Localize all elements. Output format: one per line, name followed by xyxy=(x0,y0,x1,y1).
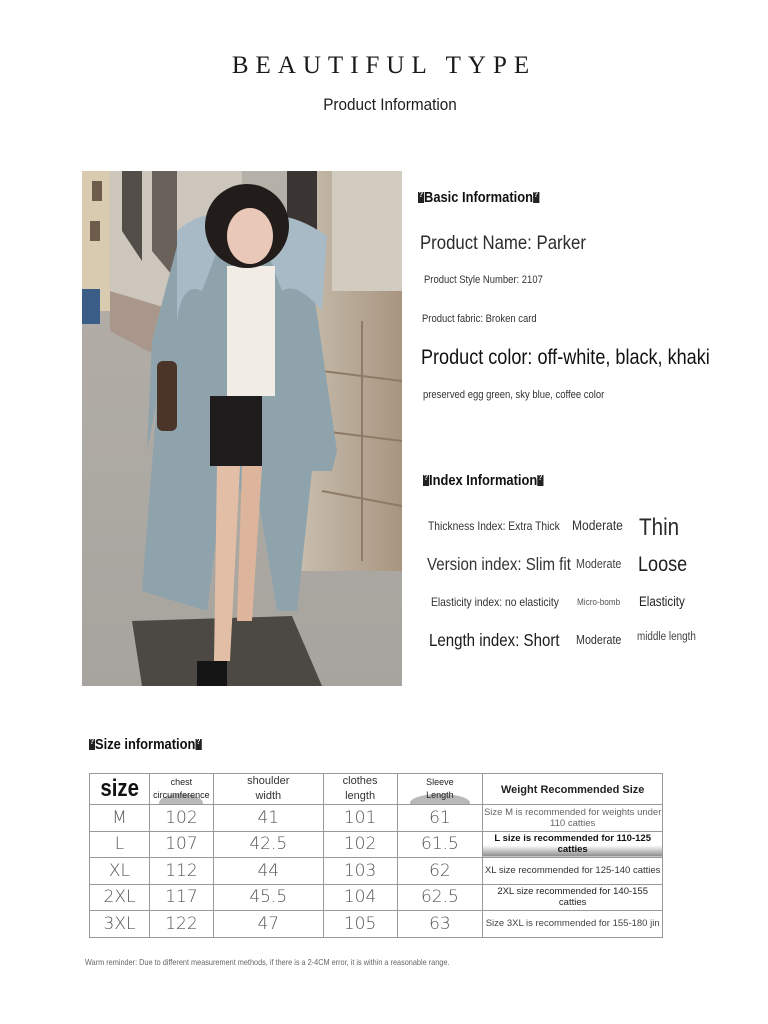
page-subtitle: Product Information xyxy=(323,95,457,114)
index-label-thickness: Thickness Index: Extra Thick xyxy=(428,519,560,533)
cell-length: 103 xyxy=(323,858,397,885)
cell-chest: 117 xyxy=(149,884,213,911)
index-label-length: Length index: Short xyxy=(429,630,560,650)
cell-weight: XL size recommended for 125-140 catties xyxy=(483,858,663,885)
cell-sleeve: 61.5 xyxy=(397,831,483,858)
cell-size: M xyxy=(90,805,150,832)
cell-shoulder: 41 xyxy=(213,805,323,832)
product-name: Product Name: Parker xyxy=(420,232,586,254)
index-info-heading: ?Index Information? xyxy=(423,472,563,489)
cell-shoulder: 47 xyxy=(213,911,323,938)
col-header-size: size xyxy=(90,774,150,805)
product-style-number: Product Style Number: 2107 xyxy=(424,274,543,286)
table-row xyxy=(90,831,663,858)
index-mid-elasticity: Micro-bomb xyxy=(577,597,621,608)
cell-chest: 122 xyxy=(149,911,213,938)
table-row xyxy=(90,884,663,911)
index-label-elasticity: Elasticity index: no elasticity xyxy=(431,595,559,609)
cell-weight: Size M is recommended for weights under 110 catties xyxy=(483,805,663,832)
cell-shoulder: 45.5 xyxy=(213,884,323,911)
size-info-heading: ?Size information? xyxy=(89,736,220,753)
cell-chest: 112 xyxy=(149,858,213,885)
cell-size: 3XL xyxy=(90,911,150,938)
table-row xyxy=(90,805,663,832)
cell-size: L xyxy=(90,831,150,858)
cell-sleeve: 62 xyxy=(397,858,483,885)
index-end-version: Loose xyxy=(638,553,688,576)
bracket-open-icon xyxy=(423,475,429,486)
warm-reminder: Warm reminder: Due to different measurement methods, if there is a 2-4CM error, it is within a reasonable range. xyxy=(85,957,450,967)
product-color-more: preserved egg green, sky blue, coffee color xyxy=(423,389,605,401)
cell-chest: 102 xyxy=(149,805,213,832)
product-color: Product color: off-white, black, khaki xyxy=(421,346,710,369)
basic-info-heading: ?Basic Information? xyxy=(418,189,559,206)
cell-size: 2XL xyxy=(90,884,150,911)
cell-weight: L size is recommended for 110-125 catties xyxy=(483,831,663,858)
cell-sleeve: 62.5 xyxy=(397,884,483,911)
col-header-sleeve: Sleeve Length xyxy=(397,774,483,805)
index-end-length: middle length xyxy=(637,631,696,643)
product-fabric: Product fabric: Broken card xyxy=(422,313,537,325)
cell-chest: 107 xyxy=(149,831,213,858)
cell-weight: 2XL size recommended for 140-155 catties xyxy=(483,884,663,911)
cell-shoulder: 42.5 xyxy=(213,831,323,858)
index-end-thickness: Thin xyxy=(639,514,680,541)
size-table xyxy=(89,773,663,938)
table-row xyxy=(90,911,663,938)
bracket-open-icon xyxy=(418,192,424,203)
index-mid-version: Moderate xyxy=(576,557,622,571)
bracket-open-icon xyxy=(89,739,95,750)
col-header-chest: chest circumference xyxy=(149,774,213,805)
bracket-close-icon xyxy=(533,192,539,203)
table-row xyxy=(90,858,663,885)
col-header-weight: Weight Recommended Size xyxy=(483,774,663,805)
col-header-clothes-length: clothes length xyxy=(323,774,397,805)
index-mid-thickness: Moderate xyxy=(572,517,623,533)
cell-length: 101 xyxy=(323,805,397,832)
index-end-elasticity: Elasticity xyxy=(639,594,685,609)
cell-shoulder: 44 xyxy=(213,858,323,885)
size-table-header xyxy=(90,774,663,805)
brand-title: BEAUTIFUL TYPE xyxy=(231,52,537,79)
cell-sleeve: 63 xyxy=(397,911,483,938)
col-header-shoulder: shoulder width xyxy=(213,774,323,805)
cell-sleeve: 61 xyxy=(397,805,483,832)
model-photo-illustration xyxy=(82,171,402,686)
index-label-version: Version index: Slim fit xyxy=(427,554,571,574)
cell-weight: Size 3XL is recommended for 155-180 jin xyxy=(483,911,663,938)
cell-length: 102 xyxy=(323,831,397,858)
cell-size: XL xyxy=(90,858,150,885)
cell-length: 104 xyxy=(323,884,397,911)
bracket-close-icon xyxy=(537,475,543,486)
index-mid-length: Moderate xyxy=(576,633,622,647)
product-photo xyxy=(82,171,402,686)
cell-length: 105 xyxy=(323,911,397,938)
bracket-close-icon xyxy=(195,739,201,750)
